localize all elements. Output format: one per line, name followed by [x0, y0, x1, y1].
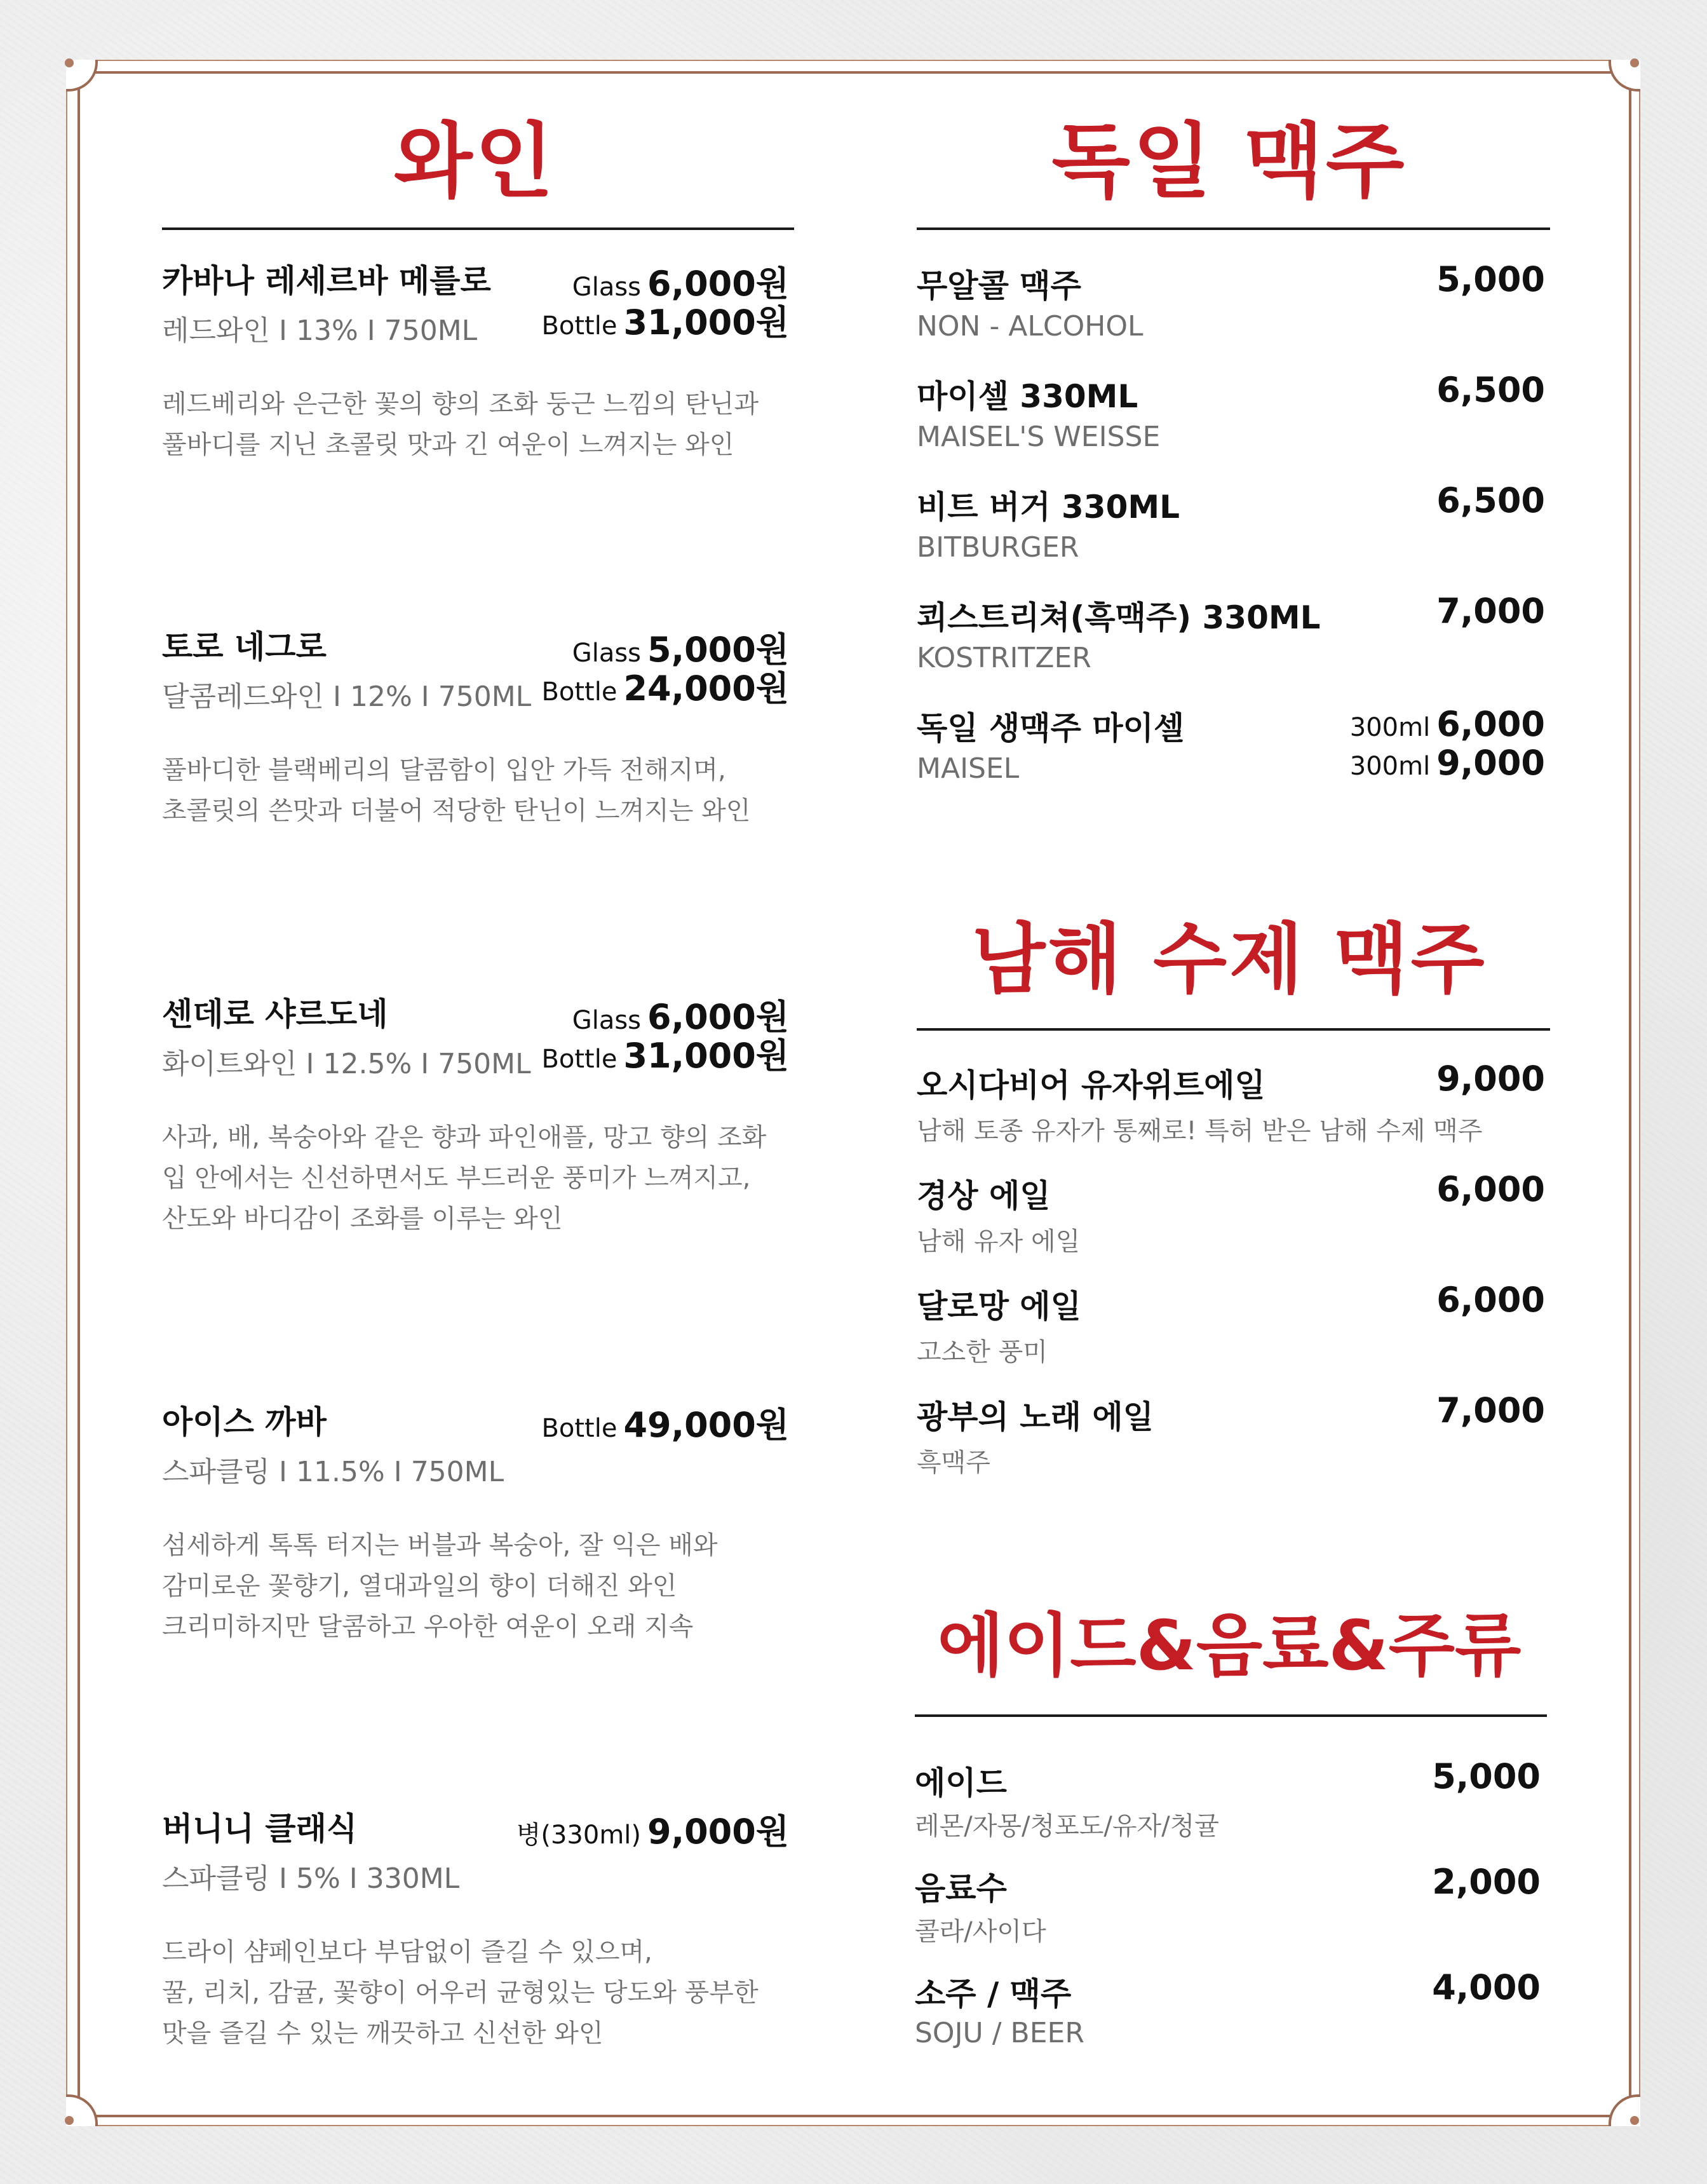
description-line: 감미로운 꽃향기, 열대과일의 향이 더해진 와인	[162, 1571, 677, 1601]
beer-price: 6,000	[1436, 1280, 1545, 1320]
wine-price-bottle	[541, 1398, 789, 1447]
price-label: 300ml	[1349, 752, 1431, 781]
description-line: 크리미하지만 달콤하고 우아한 여운이 오래 지속	[162, 1612, 694, 1641]
wine-info: 달콤레드와인 I 12% I 750ML	[162, 681, 532, 713]
corner-dot-bottom-right	[1630, 2116, 1639, 2125]
corner-dot-bottom-left	[65, 2116, 74, 2125]
description-line: 산도와 바디감이 조화를 이루는 와인	[162, 1204, 563, 1233]
description-line: 풀바디를 지닌 초콜릿 맛과 긴 여운이 느껴지는 와인	[162, 430, 734, 459]
drinks-title-rule	[915, 1714, 1547, 1717]
beer-subtitle: BITBURGER	[917, 531, 1079, 564]
drink-subtitle: 콜라/사이다	[915, 1917, 1046, 1946]
wine-description	[162, 750, 750, 831]
price-value: 6,000	[1436, 704, 1545, 744]
wine-info: 레드와인 I 13% I 750ML	[162, 315, 478, 347]
beer-name: 광부의 노래 에일	[917, 1399, 1154, 1435]
beer-name: 마이셀 330ML	[917, 378, 1138, 415]
price-value: 24,000원	[623, 668, 789, 709]
beer-price: 6,500	[1436, 480, 1545, 520]
drink-name: 소주 / 맥주	[915, 1976, 1072, 2012]
wine-price-bottle	[541, 661, 789, 710]
price-label: Glass	[572, 273, 642, 302]
price-label: Bottle	[541, 677, 617, 707]
wine-description	[162, 1525, 718, 1647]
beer-price: 5,000	[1436, 259, 1545, 299]
beer-price: 6,000	[1436, 1169, 1545, 1209]
price-value: 6,000원	[647, 264, 789, 304]
wine-info: 스파클링 I 5% I 330ML	[162, 1862, 460, 1895]
beer-name: 쾨스트리쳐(흑맥주) 330ML	[917, 599, 1321, 636]
beer-subtitle: MAISEL	[917, 752, 1020, 785]
description-line: 맛을 즐길 수 있는 깨끗하고 신선한 와인	[162, 2019, 604, 2048]
price-value: 31,000원	[623, 1036, 789, 1076]
wine-info: 스파클링 I 11.5% I 750ML	[162, 1456, 504, 1488]
wine-price-bottle	[541, 295, 789, 344]
price-value: 9,000	[1436, 743, 1545, 783]
wine-price-bottle	[516, 1805, 789, 1854]
price-value: 5,000원	[647, 630, 789, 670]
description-line: 초콜릿의 쓴맛과 더불어 적당한 탄닌이 느껴지는 와인	[162, 796, 751, 825]
price-label: Bottle	[541, 1045, 617, 1074]
namhae-beer-section-title: 남해 수제 맥주	[971, 916, 1487, 1004]
beer-name: 경상 에일	[917, 1177, 1051, 1214]
drink-name: 에이드	[915, 1765, 1007, 1801]
wine-description	[162, 1117, 766, 1239]
description-line: 사과, 배, 복숭아와 같은 향과 파인애플, 망고 향의 조화	[162, 1123, 767, 1152]
namhae-beer-title-rule	[917, 1028, 1550, 1031]
wine-description	[162, 1932, 759, 2054]
beer-price: 6,500	[1436, 370, 1545, 410]
wine-name: 토로 네그로	[162, 628, 327, 665]
beer-price-line	[1350, 704, 1545, 744]
beer-subtitle: 남해 토종 유자가 통째로! 특허 받은 남해 수제 맥주	[917, 1116, 1483, 1146]
drink-price: 4,000	[1432, 1967, 1541, 2007]
wine-name: 카바나 레세르바 메를로	[162, 262, 491, 299]
german-beer-title-rule	[917, 227, 1550, 230]
price-value: 9,000원	[647, 1812, 789, 1852]
description-line: 입 안에서는 신선하면서도 부드러운 풍미가 느껴지고,	[162, 1163, 751, 1193]
drink-price: 2,000	[1432, 1862, 1541, 1902]
beer-price: 7,000	[1436, 591, 1545, 631]
wine-name: 버니니 클래식	[162, 1810, 358, 1847]
beer-subtitle: 고소한 풍미	[917, 1338, 1048, 1367]
description-line: 풀바디한 블랙베리의 달콤함이 입안 가득 전해지며,	[162, 756, 726, 785]
beer-subtitle: MAISEL'S WEISSE	[917, 421, 1161, 453]
beer-name: 비트 버거 330ML	[917, 489, 1180, 526]
wine-info: 화이트와인 I 12.5% I 750ML	[162, 1048, 531, 1080]
description-line: 레드베리와 은근한 꽃의 향의 조화 둥근 느낌의 탄닌과	[162, 390, 759, 419]
german-beer-section-title: 독일 맥주	[1051, 114, 1407, 209]
price-label: Bottle	[541, 311, 617, 341]
beer-subtitle: 흑맥주	[917, 1448, 990, 1477]
wine-price-bottle	[541, 1029, 789, 1078]
wine-description	[162, 384, 759, 465]
corner-dot-top-right	[1630, 58, 1639, 67]
price-label: Bottle	[541, 1414, 617, 1443]
price-label: 300ml	[1349, 713, 1431, 742]
beer-name: 독일 생맥주 마이셀	[917, 710, 1185, 747]
beer-subtitle: NON - ALCOHOL	[917, 310, 1144, 343]
price-label: Glass	[572, 1006, 642, 1035]
price-value: 49,000원	[623, 1405, 789, 1445]
price-label: 병(330ml)	[516, 1821, 642, 1850]
description-line: 꿀, 리치, 감귤, 꽃향이 어우러 균형있는 당도와 풍부한	[162, 1978, 759, 2007]
price-value: 31,000원	[623, 302, 789, 343]
description-line: 섬세하게 톡톡 터지는 버블과 복숭아, 잘 익은 배와	[162, 1531, 718, 1560]
corner-dot-top-left	[65, 58, 74, 67]
drink-name: 음료수	[915, 1870, 1007, 1907]
wine-name: 아이스 까바	[162, 1404, 327, 1441]
description-line: 드라이 샴페인보다 부담없이 즐길 수 있으며,	[162, 1937, 652, 1967]
drinks-section-title: 에이드&음료&주류	[937, 1606, 1521, 1686]
drink-price: 5,000	[1432, 1756, 1541, 1796]
wine-title-rule	[162, 227, 794, 230]
drink-subtitle: 레몬/자몽/청포도/유자/청귤	[915, 1812, 1219, 1841]
beer-price-line	[1350, 743, 1545, 783]
wine-name: 센데로 샤르도네	[162, 996, 388, 1033]
price-label: Glass	[572, 639, 642, 668]
wine-section-title: 와인	[393, 114, 557, 209]
drink-subtitle: SOJU / BEER	[915, 2017, 1084, 2049]
beer-name: 달로망 에일	[917, 1288, 1081, 1325]
beer-subtitle: KOSTRITZER	[917, 642, 1091, 674]
beer-subtitle: 남해 유자 에일	[917, 1227, 1081, 1256]
beer-price: 9,000	[1436, 1059, 1545, 1099]
beer-name: 오시다비어 유자위트에일	[917, 1067, 1265, 1104]
beer-price: 7,000	[1436, 1390, 1545, 1430]
price-value: 6,000원	[647, 997, 789, 1037]
beer-name: 무알콜 맥주	[917, 268, 1081, 304]
